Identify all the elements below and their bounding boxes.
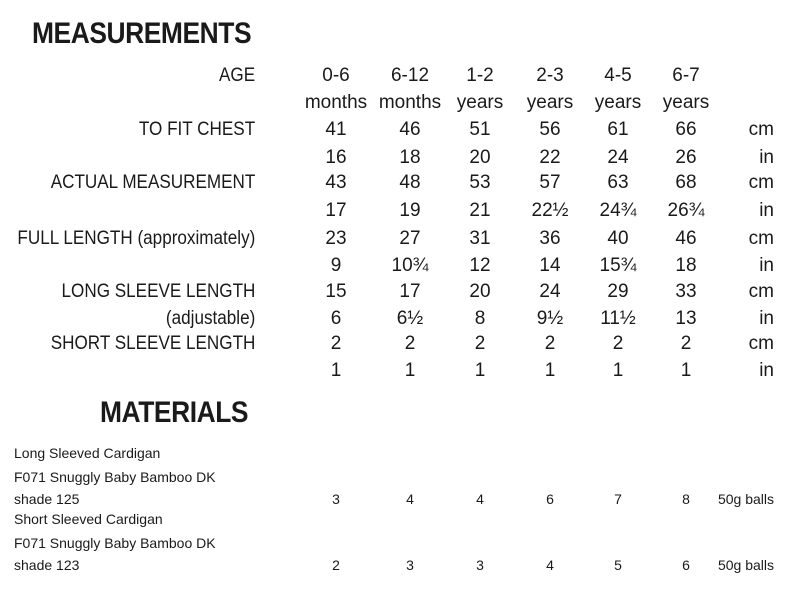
material-text: Long Sleeved Cardigan: [14, 445, 161, 461]
unit-label: cm: [748, 281, 774, 302]
measurement-value: 13: [675, 308, 697, 329]
measurement-value: 15¾: [599, 255, 637, 276]
measurement-value: 17: [399, 281, 421, 302]
measurement-value: 2: [544, 333, 556, 354]
unit-label: cm: [748, 119, 774, 140]
measurement-value: 51: [469, 119, 491, 140]
measurement-value: 26: [675, 147, 697, 168]
age-unit: years: [456, 92, 504, 113]
measurement-value: 21: [469, 200, 491, 221]
measurement-value: 24¾: [599, 200, 637, 221]
age-label: AGE: [218, 65, 255, 86]
measurement-value: 57: [539, 172, 561, 193]
measurement-value: 20: [469, 147, 491, 168]
ball-count: 3: [332, 491, 340, 507]
ball-count: 7: [614, 491, 622, 507]
measurement-value: 14: [539, 255, 561, 276]
ball-count: 4: [546, 557, 554, 573]
ball-count: 3: [476, 557, 484, 573]
material-text: Short Sleeved Cardigan: [14, 511, 163, 527]
row-label: SHORT SLEEVE LENGTH: [50, 333, 255, 354]
age-unit: months: [304, 92, 368, 113]
material-text: F071 Snuggly Baby Bamboo DK: [14, 535, 216, 551]
measurement-value: 63: [607, 172, 629, 193]
measurement-value: 27: [399, 228, 421, 249]
measurement-value: 46: [675, 228, 697, 249]
measurement-value: 22: [539, 147, 561, 168]
measurement-value: 33: [675, 281, 697, 302]
measurement-value: 20: [469, 281, 491, 302]
measurement-value: 68: [675, 172, 697, 193]
measurement-value: 16: [325, 147, 347, 168]
row-label: TO FIT CHEST: [138, 119, 255, 140]
measurement-value: 36: [539, 228, 561, 249]
ball-count: 4: [476, 491, 484, 507]
measurement-value: 24: [607, 147, 629, 168]
material-text: shade 125: [14, 491, 80, 507]
measurement-value: 10¾: [391, 255, 429, 276]
measurement-value: 1: [680, 360, 692, 381]
materials-heading: MATERIALS: [100, 396, 249, 429]
measurement-value: 53: [469, 172, 491, 193]
measurement-value: 2: [474, 333, 486, 354]
unit-label: in: [759, 360, 774, 381]
age-range: 6-12: [390, 65, 430, 86]
age-range: 2-3: [536, 65, 564, 86]
ball-count: 6: [546, 491, 554, 507]
measurement-value: 22½: [531, 200, 569, 221]
measurement-value: 61: [607, 119, 629, 140]
measurement-value: 43: [325, 172, 347, 193]
measurement-value: 40: [607, 228, 629, 249]
ball-count: 2: [332, 557, 340, 573]
age-unit: years: [526, 92, 574, 113]
ball-count: 8: [682, 491, 690, 507]
measurement-value: 29: [607, 281, 629, 302]
unit-label: in: [759, 200, 774, 221]
age-unit: months: [378, 92, 442, 113]
measurement-value: 48: [399, 172, 421, 193]
ball-count: 3: [406, 557, 414, 573]
measurement-value: 2: [330, 333, 342, 354]
measurement-value: 9: [330, 255, 342, 276]
measurement-value: 15: [325, 281, 347, 302]
ball-count: 5: [614, 557, 622, 573]
measurement-value: 1: [474, 360, 486, 381]
ball-unit: 50g balls: [717, 557, 774, 573]
unit-label: cm: [748, 172, 774, 193]
age-range: 4-5: [604, 65, 632, 86]
unit-label: in: [759, 308, 774, 329]
age-unit: years: [594, 92, 642, 113]
measurement-value: 6½: [396, 308, 424, 329]
measurement-value: 26¾: [667, 200, 705, 221]
measurement-value: 11½: [600, 308, 636, 329]
measurements-heading: MEASUREMENTS: [32, 17, 252, 50]
measurement-value: 1: [544, 360, 556, 381]
row-label: LONG SLEEVE LENGTH: [61, 281, 255, 302]
age-unit: years: [662, 92, 710, 113]
unit-label: in: [759, 255, 774, 276]
measurement-value: 23: [325, 228, 347, 249]
measurement-value: 12: [469, 255, 491, 276]
measurement-value: 9½: [536, 308, 564, 329]
measurement-value: 1: [330, 360, 342, 381]
ball-count: 6: [682, 557, 690, 573]
unit-label: in: [759, 147, 774, 168]
unit-label: cm: [748, 228, 774, 249]
measurement-value: 2: [680, 333, 692, 354]
measurement-value: 1: [404, 360, 416, 381]
measurement-value: 2: [404, 333, 416, 354]
measurement-value: 24: [539, 281, 561, 302]
row-label: (adjustable): [165, 308, 255, 329]
ball-count: 4: [406, 491, 414, 507]
row-label: ACTUAL MEASUREMENT: [50, 172, 255, 193]
measurement-value: 66: [675, 119, 697, 140]
row-label: FULL LENGTH (approximately): [17, 228, 255, 249]
measurement-value: 56: [539, 119, 561, 140]
measurement-value: 6: [330, 308, 342, 329]
measurement-value: 1: [612, 360, 624, 381]
age-range: 1-2: [466, 65, 494, 86]
material-text: shade 123: [14, 557, 80, 573]
measurement-value: 17: [325, 200, 347, 221]
measurement-value: 41: [325, 119, 347, 140]
measurement-value: 31: [469, 228, 491, 249]
material-text: F071 Snuggly Baby Bamboo DK: [14, 469, 216, 485]
age-range: 0-6: [322, 65, 350, 86]
measurement-value: 8: [474, 308, 486, 329]
unit-label: cm: [748, 333, 774, 354]
measurement-value: 18: [399, 147, 421, 168]
measurement-value: 2: [612, 333, 624, 354]
age-range: 6-7: [672, 65, 700, 86]
measurement-value: 19: [399, 200, 421, 221]
ball-unit: 50g balls: [717, 491, 774, 507]
measurement-value: 46: [399, 119, 421, 140]
measurement-value: 18: [675, 255, 697, 276]
